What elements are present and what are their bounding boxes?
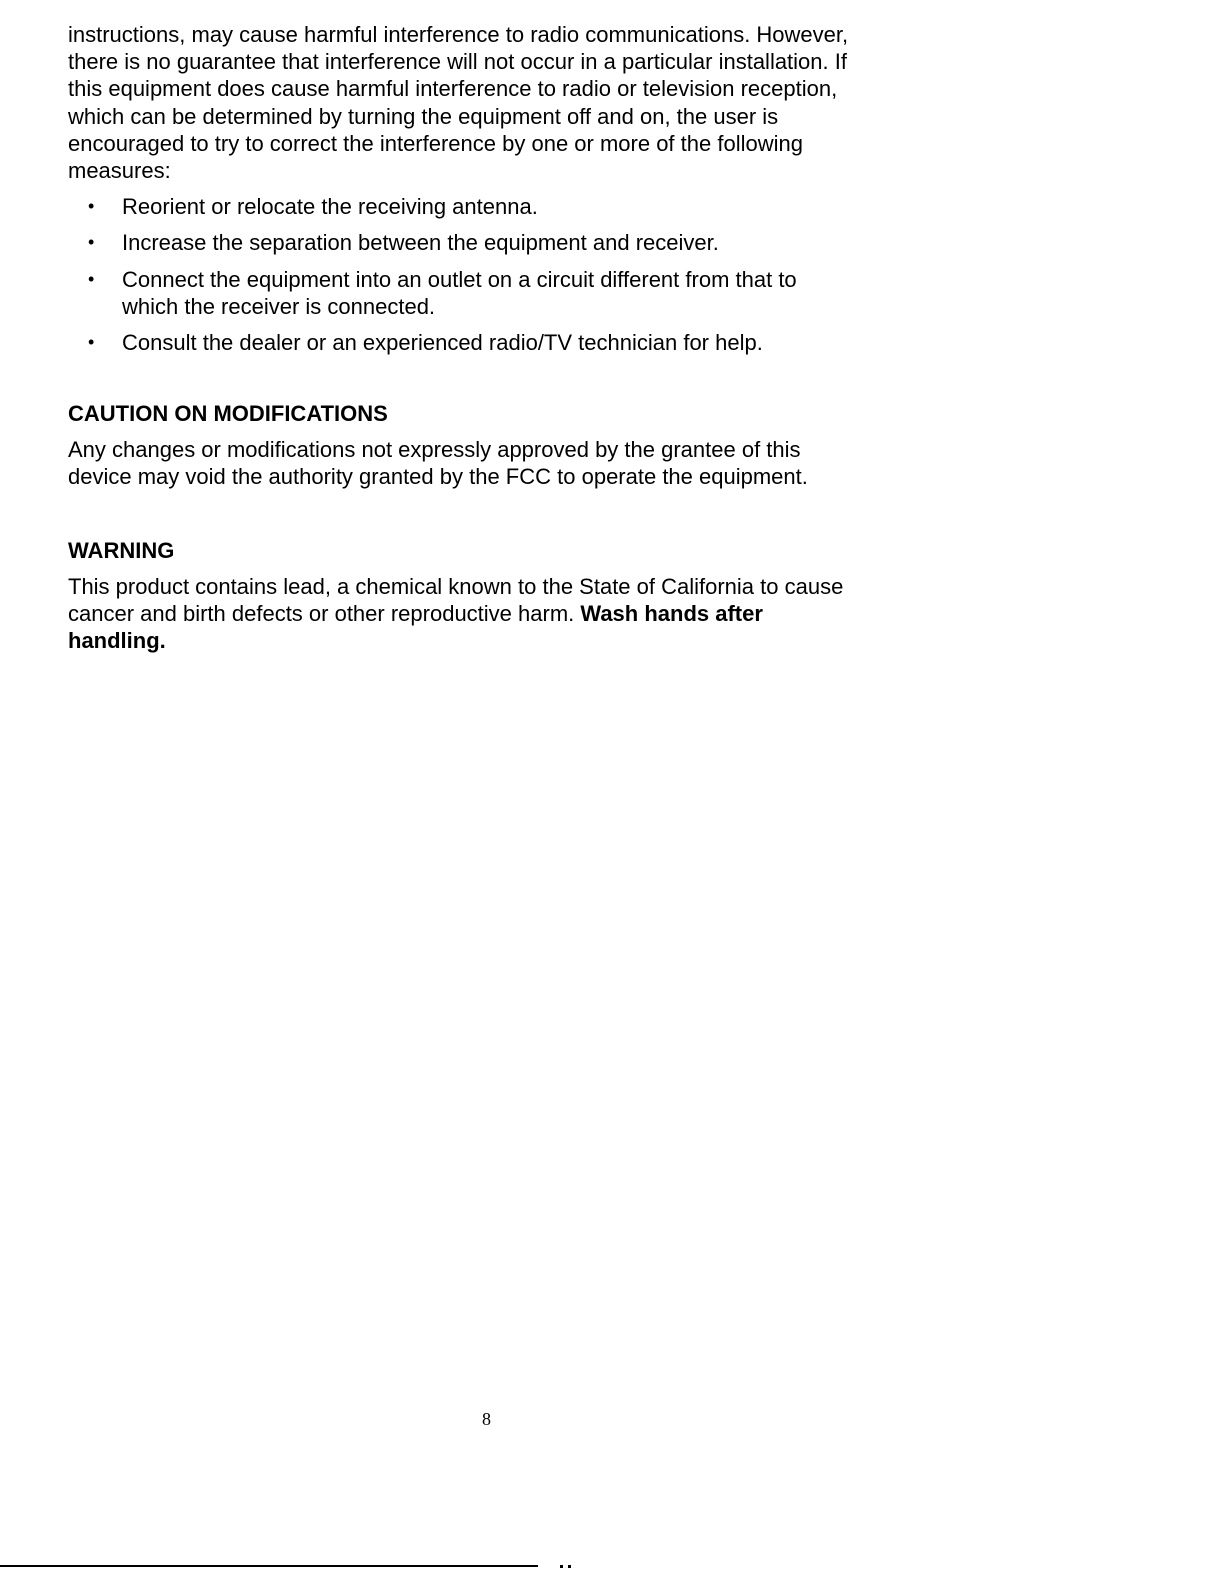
caution-paragraph (68, 436, 928, 490)
warning-line: This product contains lead, a chemical known to the State of California to cause (68, 573, 844, 599)
bullet-icon: • (88, 268, 95, 289)
measures-list (68, 193, 928, 356)
warning-text: cancer and birth defects or other reproductive harm. (68, 600, 581, 626)
warning-heading: WARNING (68, 537, 175, 563)
list-item-text: Consult the dealer or an experienced radio/TV technician for help. (122, 330, 763, 356)
intro-line: this equipment does cause harmful interference to radio or television reception, (68, 76, 838, 102)
warning-line (68, 600, 928, 627)
list-item (68, 229, 928, 256)
intro-line: encouraged to try to correct the interference by one or more of the following (68, 130, 803, 156)
list-item (68, 266, 928, 320)
document-page (68, 21, 928, 654)
intro-paragraph (68, 21, 928, 184)
page-number: 8 (482, 1409, 491, 1429)
caution-line: device may void the authority granted by the FCC to operate the equipment. (68, 464, 808, 490)
warning-paragraph (68, 573, 928, 655)
intro-line: which can be determined by turning the equipment off and on, the user is (68, 103, 779, 129)
list-item (68, 193, 928, 220)
list-item-text: Increase the separation between the equipment and receiver. (122, 230, 719, 256)
list-item-text: Reorient or relocate the receiving antenna. (122, 194, 538, 220)
caution-heading: CAUTION ON MODIFICATIONS (68, 401, 388, 427)
footer-mark (556, 1565, 580, 1568)
list-item-text: Connect the equipment into an outlet on a circuit different from that to (122, 266, 797, 292)
footer-divider (0, 1565, 538, 1567)
bullet-icon: • (88, 232, 95, 253)
intro-line: there is no guarantee that interference will not occur in a particular installation. If (68, 49, 847, 75)
list-item-text: which the receiver is connected. (122, 293, 436, 319)
caution-line: Any changes or modifications not expressly approved by the grantee of this (68, 437, 801, 463)
intro-line: measures: (68, 158, 171, 184)
list-item (68, 329, 928, 356)
bullet-icon: • (88, 332, 95, 353)
intro-line: instructions, may cause harmful interference to radio communications. However, (68, 22, 849, 47)
wash-hands-notice: Wash hands after (580, 600, 763, 626)
bullet-icon: • (88, 196, 95, 217)
wash-hands-notice-continued: handling. (68, 628, 166, 654)
